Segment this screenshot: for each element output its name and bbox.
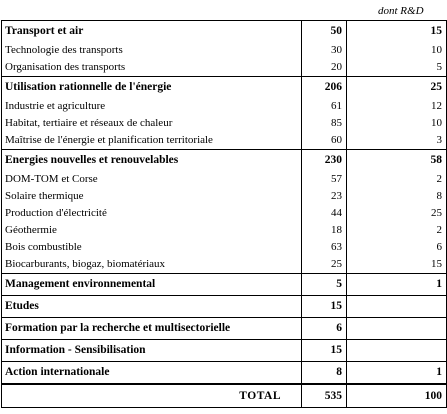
row-label: Technologie des transports bbox=[2, 42, 302, 59]
row-label: Energies nouvelles et renouvelables bbox=[2, 150, 302, 172]
row-total: 63 bbox=[302, 239, 347, 256]
table-row bbox=[2, 98, 447, 115]
row-rd: 1 bbox=[347, 274, 447, 296]
budget-table-body bbox=[2, 21, 447, 408]
table-row bbox=[2, 171, 447, 188]
row-label: Géothermie bbox=[2, 222, 302, 239]
row-total: 20 bbox=[302, 59, 347, 77]
table-row bbox=[2, 150, 447, 172]
row-label: Industrie et agriculture bbox=[2, 98, 302, 115]
row-rd: 25 bbox=[347, 205, 447, 222]
row-label: Information - Sensibilisation bbox=[2, 340, 302, 362]
row-rd bbox=[347, 340, 447, 362]
total-label: TOTAL bbox=[2, 384, 302, 408]
table-row bbox=[2, 318, 447, 340]
row-rd: 25 bbox=[347, 77, 447, 99]
table-row bbox=[2, 296, 447, 318]
row-total: 61 bbox=[302, 98, 347, 115]
row-rd: 12 bbox=[347, 98, 447, 115]
row-label: Management environnemental bbox=[2, 274, 302, 296]
row-total: 15 bbox=[302, 340, 347, 362]
row-total: 50 bbox=[302, 21, 347, 43]
table-row bbox=[2, 222, 447, 239]
table-row bbox=[2, 42, 447, 59]
row-total: 230 bbox=[302, 150, 347, 172]
table-row bbox=[2, 256, 447, 274]
row-label: Habitat, tertiaire et réseaux de chaleur bbox=[2, 115, 302, 132]
budget-table bbox=[1, 20, 447, 408]
row-rd: 15 bbox=[347, 21, 447, 43]
row-label: Production d'électricité bbox=[2, 205, 302, 222]
table-row bbox=[2, 59, 447, 77]
row-label: Maîtrise de l'énergie et planification territoriale bbox=[2, 132, 302, 150]
row-total: 44 bbox=[302, 205, 347, 222]
table-row bbox=[2, 21, 447, 43]
table-row bbox=[2, 188, 447, 205]
table-row bbox=[2, 340, 447, 362]
total-value: 535 bbox=[302, 384, 347, 408]
row-rd: 2 bbox=[347, 222, 447, 239]
row-total: 25 bbox=[302, 256, 347, 274]
row-rd: 5 bbox=[347, 59, 447, 77]
table-row bbox=[2, 77, 447, 99]
row-total: 85 bbox=[302, 115, 347, 132]
row-label: DOM-TOM et Corse bbox=[2, 171, 302, 188]
table-row bbox=[2, 274, 447, 296]
row-rd: 1 bbox=[347, 362, 447, 385]
row-total: 6 bbox=[302, 318, 347, 340]
table-row bbox=[2, 132, 447, 150]
row-rd: 10 bbox=[347, 42, 447, 59]
table-row bbox=[2, 239, 447, 256]
row-rd: 15 bbox=[347, 256, 447, 274]
row-rd bbox=[347, 318, 447, 340]
row-label: Utilisation rationnelle de l'énergie bbox=[2, 77, 302, 99]
row-label: Formation par la recherche et multisectorielle bbox=[2, 318, 302, 340]
row-rd: 2 bbox=[347, 171, 447, 188]
row-total: 30 bbox=[302, 42, 347, 59]
row-total: 8 bbox=[302, 362, 347, 385]
table-row bbox=[2, 362, 447, 385]
row-label: Solaire thermique bbox=[2, 188, 302, 205]
row-total: 15 bbox=[302, 296, 347, 318]
row-label: Action internationale bbox=[2, 362, 302, 385]
table-row bbox=[2, 205, 447, 222]
row-total: 60 bbox=[302, 132, 347, 150]
table-row bbox=[2, 115, 447, 132]
row-total: 57 bbox=[302, 171, 347, 188]
row-rd: 3 bbox=[347, 132, 447, 150]
total-rd-value: 100 bbox=[347, 384, 447, 408]
row-label: Etudes bbox=[2, 296, 302, 318]
row-label: Transport et air bbox=[2, 21, 302, 43]
row-total: 23 bbox=[302, 188, 347, 205]
total-row bbox=[2, 384, 447, 408]
row-total: 5 bbox=[302, 274, 347, 296]
row-total: 206 bbox=[302, 77, 347, 99]
row-rd: 10 bbox=[347, 115, 447, 132]
row-rd: 58 bbox=[347, 150, 447, 172]
rd-column-note: dont R&D bbox=[378, 5, 424, 17]
row-rd bbox=[347, 296, 447, 318]
row-rd: 6 bbox=[347, 239, 447, 256]
row-label: Biocarburants, biogaz, biomatériaux bbox=[2, 256, 302, 274]
row-total: 18 bbox=[302, 222, 347, 239]
row-label: Organisation des transports bbox=[2, 59, 302, 77]
row-label: Bois combustible bbox=[2, 239, 302, 256]
row-rd: 8 bbox=[347, 188, 447, 205]
